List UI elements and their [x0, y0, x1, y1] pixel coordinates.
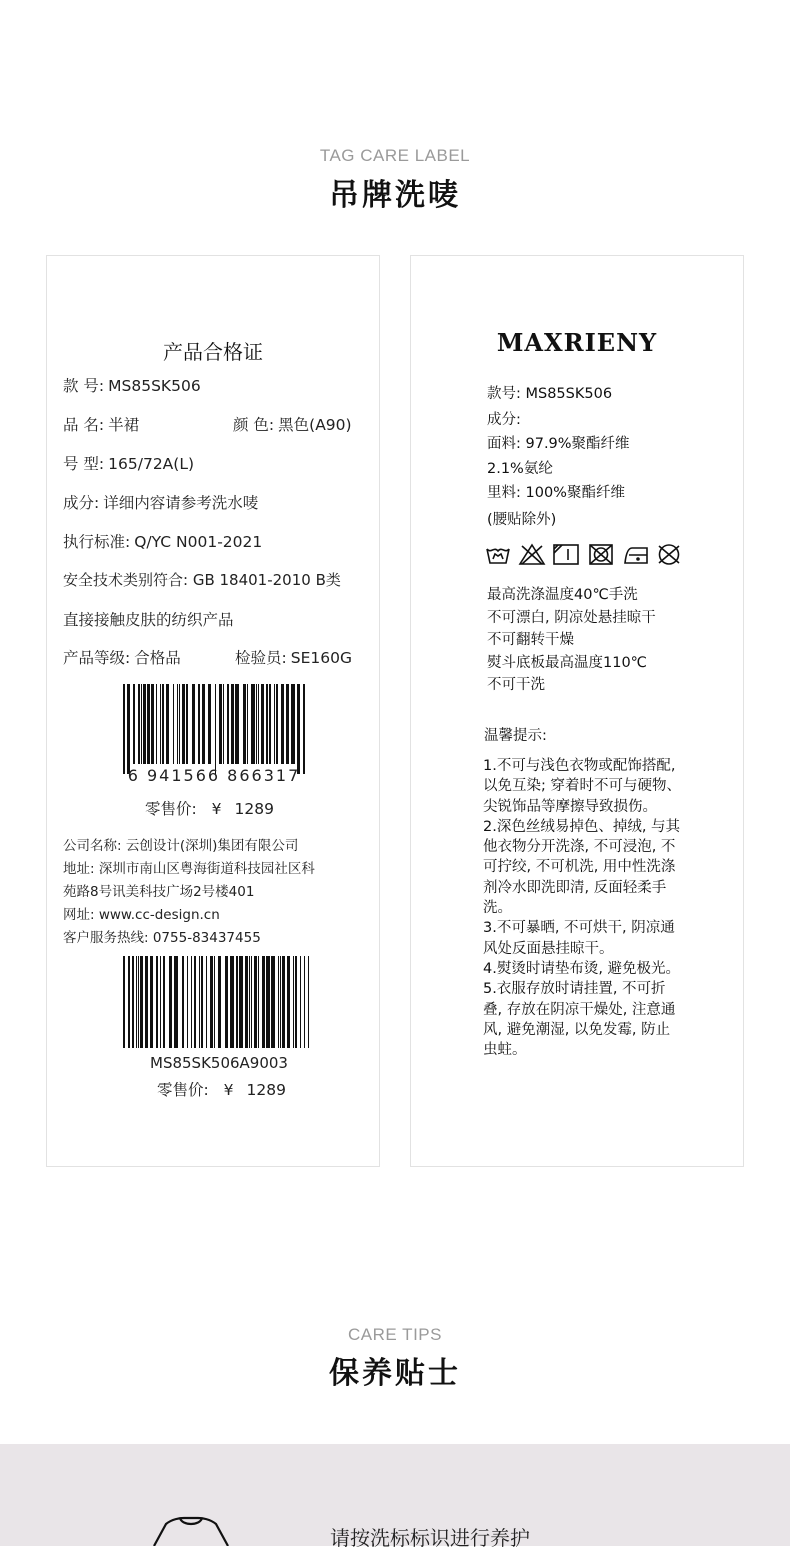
iron-110-icon: [625, 548, 647, 563]
barcode-bar: [281, 684, 284, 764]
barcode-bar: [123, 684, 125, 774]
color-row: [233, 413, 352, 435]
care-section-title: 保养贴士: [329, 1356, 461, 1391]
barcode-bar: [206, 956, 207, 1048]
barcode-bar: [141, 684, 142, 764]
care-instruction-line: 最高洗涤温度40℃手洗: [487, 587, 638, 603]
address-line-1: 地址: 深圳市南山区粤海街道科技园社区科: [63, 861, 315, 877]
barcode-bar: [274, 684, 275, 764]
barcode-bar: [201, 956, 203, 1048]
barcode-bar: [191, 956, 192, 1048]
barcode-bar: [258, 956, 259, 1048]
spandex-composition: 2.1%氨纶: [487, 461, 553, 477]
tip-item: 5.衣服存放时请挂置, 不可折叠, 存放在阴凉干燥处, 注意通风, 避免潮湿, 以免发霉, 防止虫蛀。: [483, 981, 676, 1059]
barcode-bar: [160, 956, 161, 1048]
barcode-bar: [235, 684, 239, 764]
style-number-value: MS85SK506: [108, 377, 201, 395]
barcode-bar: [269, 684, 271, 764]
no-bleach-icon: [520, 545, 544, 564]
composition-label: 成分:: [63, 494, 100, 512]
safety-line-2: 直接接触皮肤的纺织产品: [63, 611, 234, 629]
service-hotline: 客户服务热线: 0755-83437455: [63, 930, 261, 946]
care-composition-label: 成分:: [487, 412, 521, 428]
barcode-bar: [187, 956, 188, 1048]
tips-title: 温馨提示:: [484, 728, 547, 744]
barcode-bar: [140, 956, 143, 1048]
barcode-bar: [179, 684, 180, 764]
barcode-bar: [214, 956, 215, 1048]
barcode-bar: [151, 684, 154, 764]
lining-composition: 里料: 100%聚酯纤维: [487, 485, 625, 501]
address-line-2: 苑路8号讯美科技广场2号楼401: [63, 884, 255, 900]
tag-section-subtitle: TAG CARE LABEL: [319, 146, 471, 165]
barcode-bar: [156, 956, 158, 1048]
sku-barcode-text: MS85SK506A9003: [150, 1054, 288, 1072]
hand-wash-40-icon: [487, 549, 509, 563]
barcode-bar: [128, 956, 130, 1048]
barcode-bar: [245, 956, 248, 1048]
composition-value: 详细内容请参考洗水唛: [103, 494, 259, 512]
care-style-number: 款号: MS85SK506: [487, 386, 613, 402]
care-instruction-line: 不可干洗: [487, 677, 545, 693]
currency-symbol: ¥: [211, 800, 222, 818]
price-value-2: 1289: [246, 1081, 286, 1099]
care-section-subtitle: CARE TIPS: [348, 1325, 442, 1344]
barcode-bar: [210, 956, 213, 1048]
barcode-bar: [219, 684, 222, 764]
barcode-bar: [145, 956, 148, 1048]
barcode-bar: [295, 956, 297, 1048]
barcode-bar: [258, 684, 259, 764]
barcode-bar: [163, 956, 165, 1048]
no-dry-clean-icon: [659, 545, 679, 564]
tag-section-title: 吊牌洗唛: [329, 178, 461, 213]
barcode-bar: [300, 956, 301, 1048]
barcode-bar: [162, 684, 164, 764]
barcode-bar: [280, 956, 281, 1048]
barcode-bar: [202, 684, 205, 764]
barcode-bar: [208, 684, 211, 764]
barcode-bar: [254, 956, 257, 1048]
barcode-bar: [169, 956, 172, 1048]
garment-icon: [150, 1516, 232, 1546]
ean-barcode-bars: [123, 684, 305, 774]
price-label: 零售价:: [145, 800, 197, 818]
barcode-bar: [249, 956, 250, 1048]
barcode-bar: [291, 684, 295, 764]
website[interactable]: 网址: www.cc-design.cn: [63, 907, 220, 923]
barcode-bar: [303, 684, 305, 774]
product-name-label: 品 名:: [63, 416, 105, 434]
product-name-row: [63, 413, 139, 435]
barcode-bar: [127, 684, 130, 774]
barcode-bar: [192, 684, 195, 764]
price-row-2: [157, 1078, 286, 1100]
inspector-row: [235, 646, 352, 668]
barcode-bar: [243, 684, 246, 764]
size-row: [63, 452, 194, 474]
inspector-value: SE160G: [290, 649, 352, 667]
barcode-bar: [308, 956, 309, 1048]
inspector-label: 检验员:: [235, 649, 287, 667]
barcode-bar: [271, 956, 275, 1048]
tip-item: 4.熨烫时请垫布烫, 避免极光。: [483, 960, 681, 977]
barcode-bar: [174, 956, 178, 1048]
barcode-bar: [150, 956, 153, 1048]
barcode-bar: [177, 684, 178, 764]
tip-item: 3.不可暴晒, 不可烘干, 阴凉通风处反面悬挂晾干。: [483, 920, 675, 957]
barcode-bar: [160, 684, 161, 764]
barcode-bar: [223, 684, 224, 764]
barcode-bar: [227, 684, 229, 764]
barcode-bar: [138, 684, 140, 764]
no-tumble-dry-icon: [590, 545, 612, 564]
line-dry-shade-icon: [554, 545, 578, 564]
barcode-bar: [194, 956, 196, 1048]
barcode-bar: [297, 684, 300, 774]
price-label-2: 零售价:: [157, 1081, 209, 1099]
barcode-bar: [278, 956, 279, 1048]
fabric-composition: 面料: 97.9%聚酯纤维: [487, 436, 630, 452]
product-name-value: 半裙: [108, 416, 140, 434]
standard-value: Q/YC N001-2021: [134, 533, 263, 551]
barcode-bar: [231, 684, 234, 764]
barcode-bar: [138, 956, 139, 1048]
color-value: 黑色(A90): [278, 416, 352, 434]
barcode-bar: [262, 956, 265, 1048]
sku-barcode: [119, 956, 319, 1074]
barcode-bar: [286, 684, 289, 764]
standard-label: 执行标准:: [63, 533, 131, 551]
ean-barcode: [107, 684, 321, 784]
barcode-bar: [147, 684, 150, 764]
barcode-bar: [215, 684, 216, 774]
barcode-bar: [261, 684, 264, 764]
tips-list: [483, 756, 683, 1060]
barcode-bar: [123, 956, 125, 1048]
barcode-bar: [182, 684, 185, 764]
barcode-bar: [225, 956, 228, 1048]
care-symbols: [485, 542, 685, 568]
barcode-bar: [143, 684, 146, 764]
barcode-bar: [282, 956, 285, 1048]
barcode-bar: [186, 684, 188, 764]
care-instruction-line: 不可翻转干燥: [487, 632, 574, 648]
safety-line-1: 安全技术类别符合: GB 18401-2010 B类: [63, 571, 341, 589]
care-instruction-line: 熨斗底板最高温度110℃: [487, 654, 647, 671]
barcode-bar: [182, 956, 184, 1048]
barcode-bar: [236, 956, 238, 1048]
barcode-bar: [266, 956, 270, 1048]
barcode-bar: [133, 684, 135, 764]
brand-logo: MAXRIENY: [496, 328, 658, 357]
grade-row: [63, 646, 181, 668]
lining-note: (腰贴除外): [487, 512, 557, 528]
grade-value: 合格品: [134, 649, 181, 667]
barcode-bar: [199, 956, 200, 1048]
price-row-1: [145, 797, 274, 819]
barcode-bar: [166, 684, 169, 764]
barcode-bar: [251, 684, 255, 764]
company-name: 公司名称: 云创设计(深圳)集团有限公司: [63, 838, 299, 854]
barcode-bar: [198, 684, 200, 764]
barcode-bar: [156, 684, 157, 764]
barcode-bar: [266, 684, 268, 764]
hang-tag-title: 产品合格证: [163, 340, 263, 364]
barcode-bar: [173, 684, 174, 764]
barcode-bar: [132, 956, 134, 1048]
care-instruction-text: 请按洗标标识进行养护: [330, 1526, 530, 1550]
ean-barcode-digits: 6 941566 866317: [127, 766, 301, 784]
barcode-bar: [276, 684, 278, 764]
care-instruction-line: 不可漂白, 阴凉处悬挂晾干: [487, 609, 656, 626]
composition-row: [63, 491, 258, 513]
grade-label: 产品等级:: [63, 649, 131, 667]
barcode-bar: [304, 956, 305, 1048]
style-number-row: [63, 374, 201, 396]
currency-symbol-2: ¥: [223, 1081, 234, 1099]
color-label: 颜 色:: [233, 416, 275, 434]
barcode-bar: [247, 684, 248, 764]
sku-barcode-bars: [123, 956, 309, 1048]
barcode-bar: [230, 956, 234, 1048]
tip-item: 2.深色丝绒易掉色、掉绒, 与其他衣物分开洗涤, 不可浸泡, 不可拧绞, 不可机洗, 用中性洗涤剂冷水即洗即清, 反面轻柔手洗。: [483, 818, 681, 917]
style-number-label: 款 号:: [63, 377, 105, 395]
price-value: 1289: [234, 800, 274, 818]
barcode-bar: [293, 956, 294, 1048]
size-label: 号 型:: [63, 455, 105, 473]
tip-item: 1.不可与浅色衣物或配饰搭配, 以免互染; 穿着时不可与硬物、尖锐饰品等摩擦导致损伤。: [483, 758, 681, 815]
barcode-bar: [136, 956, 137, 1048]
hang-tag-card: [46, 255, 380, 1167]
barcode-bar: [287, 956, 290, 1048]
barcode-bar: [251, 956, 252, 1048]
size-value: 165/72A(L): [108, 455, 195, 473]
care-instructions: [487, 584, 656, 697]
barcode-bar: [256, 684, 257, 764]
barcode-bar: [218, 956, 221, 1048]
standard-row: [63, 530, 262, 552]
barcode-bar: [239, 956, 243, 1048]
